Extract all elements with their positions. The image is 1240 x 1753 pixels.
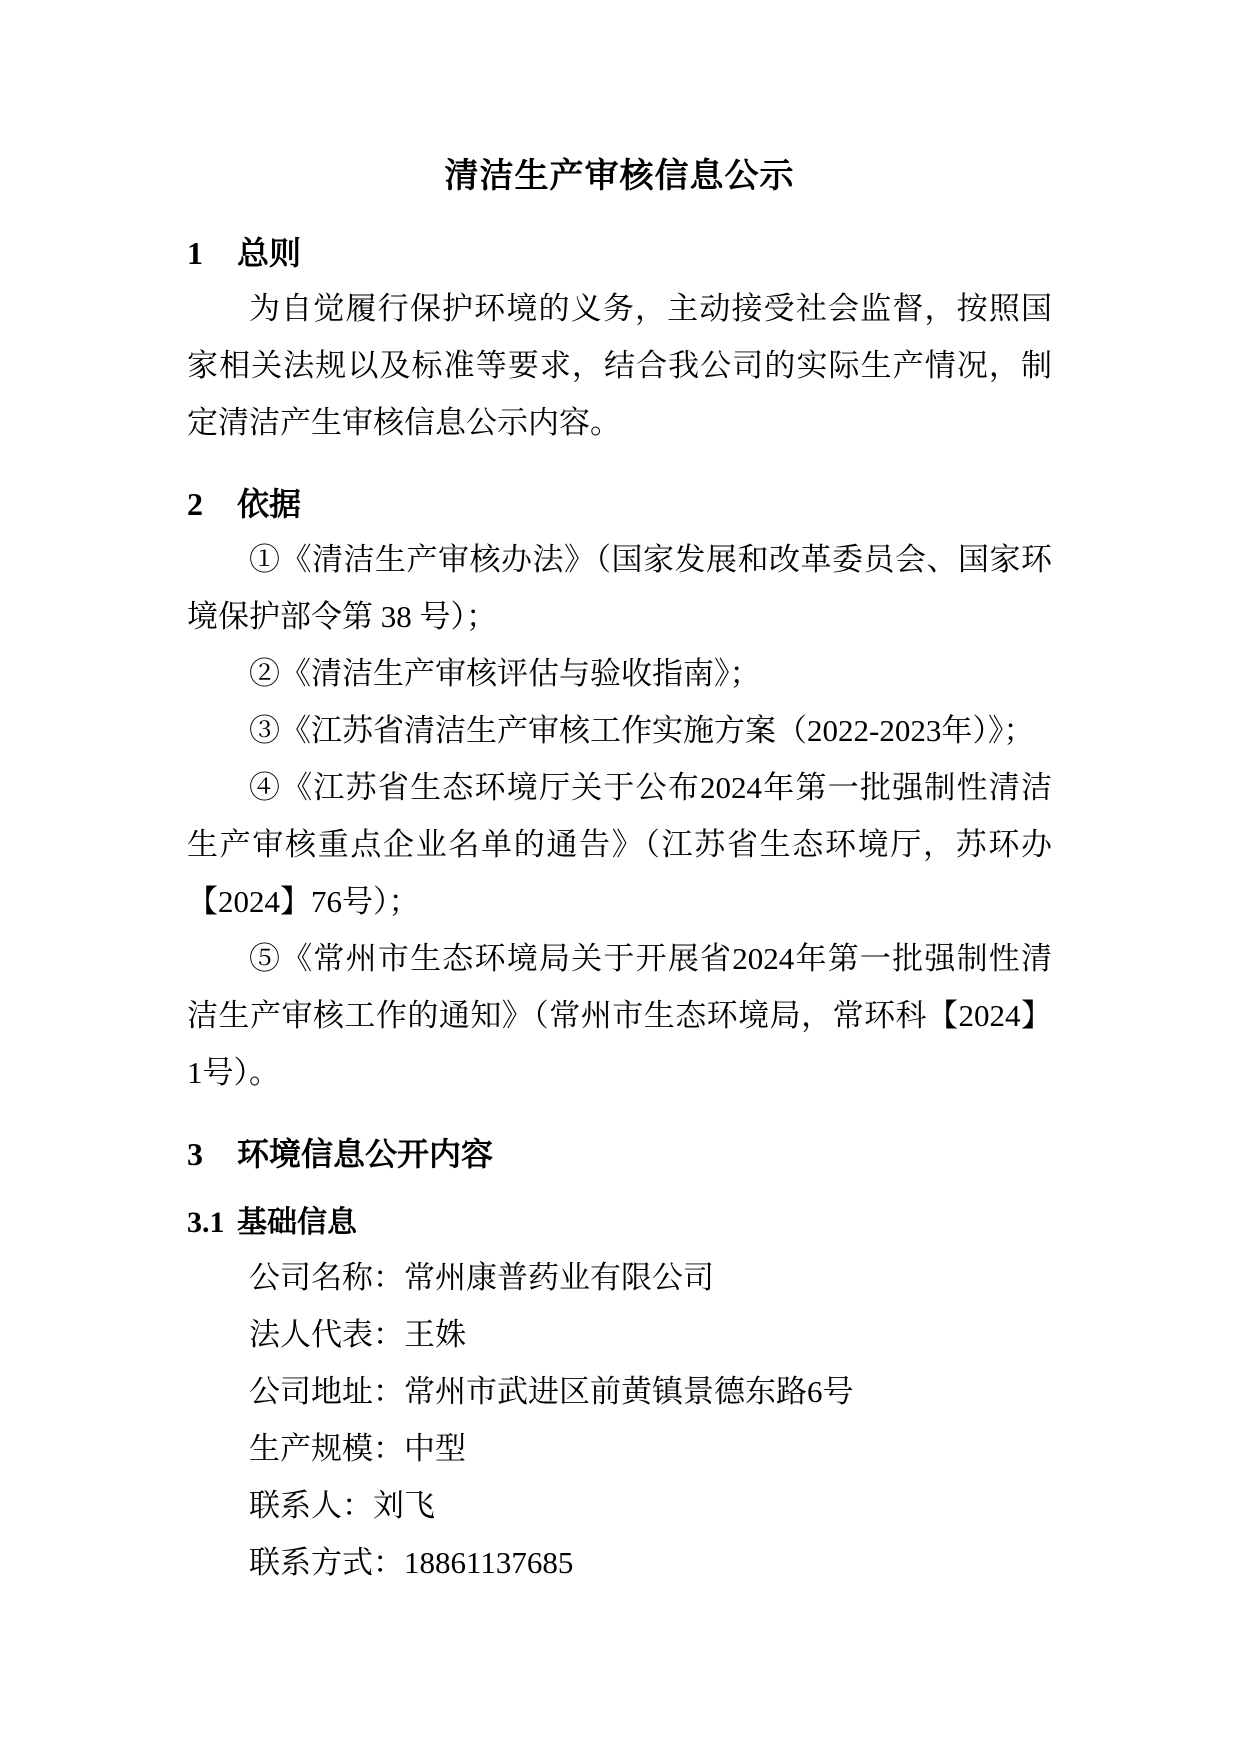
info-item-legal-representative: 法人代表：王姝: [249, 1317, 466, 1352]
info-item-company-name: 公司名称：常州康普药业有限公司: [249, 1260, 714, 1295]
section-1-heading: [187, 230, 1052, 276]
basis-item-4: ④《江苏省生态环境厅关于公布2024年第一批强制性清洁生产审核重点企业名单的通告》（江苏省生态环境厅，苏环办【2024】76号）；: [187, 770, 1052, 919]
basis-item-1: ①《清洁生产审核办法》（国家发展和改革委员会、国家环境保护部令第 38 号）；: [187, 542, 1052, 634]
subsection-3-1-number: 3.1: [187, 1206, 225, 1239]
section-2-title: 依据: [237, 486, 302, 522]
section-3-number: 3: [187, 1136, 203, 1172]
basis-item-3: ③《江苏省清洁生产审核工作实施方案（2022-2023年）》；: [249, 713, 1035, 748]
section-general-principles: [187, 230, 1052, 451]
section-3-title: 环境信息公开内容: [237, 1136, 494, 1172]
info-item-contact-person: 联系人：刘飞: [249, 1488, 435, 1523]
subsection-3-1-heading: [187, 1201, 1052, 1245]
paragraph-general-principles: 为自觉履行保护环境的义务，主动接受社会监督，按照国家相关法规以及标准等要求，结合我公司的实际生产情况，制定清洁产生审核信息公示内容。: [187, 291, 1052, 440]
document-title: 清洁生产审核信息公示: [444, 157, 795, 195]
section-1-title: 总则: [237, 235, 302, 271]
section-3-heading: [187, 1131, 1052, 1177]
subsection-3-1-title: 基础信息: [237, 1206, 357, 1239]
section-environmental-disclosure: [187, 1131, 1052, 1591]
basis-item-2: ②《清洁生产审核评估与验收指南》；: [249, 656, 761, 691]
section-basis: [187, 481, 1052, 1101]
info-item-production-scale: 生产规模：中型: [249, 1431, 466, 1466]
basis-item-5: ⑤《常州市生态环境局关于开展省2024年第一批强制性清洁生产审核工作的通知》（常州市生态环境局，常环科【2024】1号）。: [187, 941, 1052, 1090]
info-item-contact-number: 联系方式：18861137685: [249, 1545, 574, 1580]
info-item-company-address: 公司地址：常州市武进区前黄镇景德东路6号: [249, 1374, 854, 1409]
section-2-number: 2: [187, 486, 203, 522]
section-1-number: 1: [187, 235, 203, 271]
subsection-basic-info: [187, 1201, 1052, 1591]
section-2-heading: [187, 481, 1052, 527]
